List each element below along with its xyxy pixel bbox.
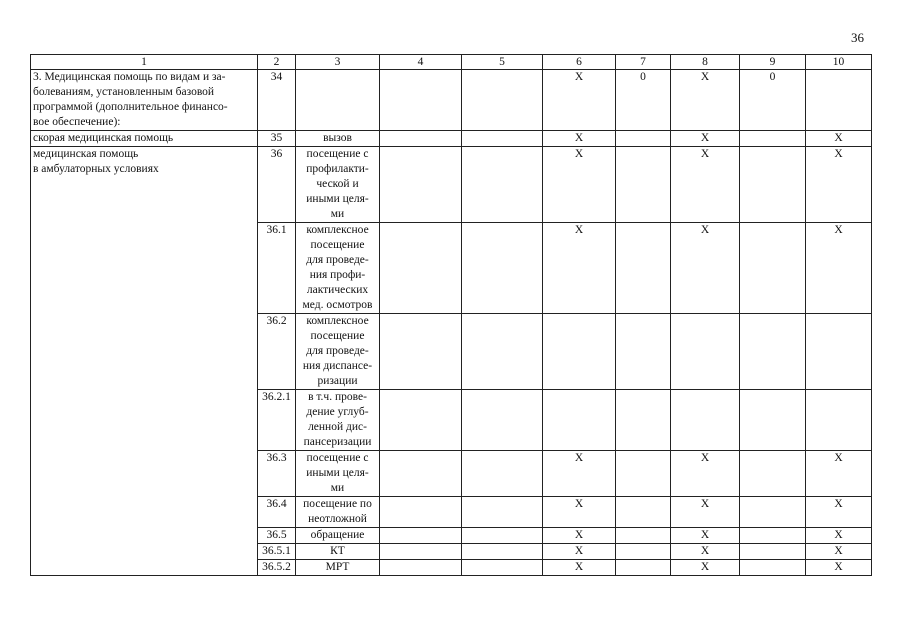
value-cell xyxy=(740,147,806,223)
value-cell: X xyxy=(543,147,616,223)
value-cell xyxy=(806,70,872,131)
row-number-cell: 36.3 xyxy=(258,451,296,497)
value-cell: X xyxy=(671,451,740,497)
value-cell xyxy=(671,314,740,390)
column-header: 10 xyxy=(806,55,872,70)
value-cell xyxy=(462,314,543,390)
row-number-cell: 36 xyxy=(258,147,296,223)
value-cell xyxy=(616,497,671,528)
value-cell: X xyxy=(543,497,616,528)
value-cell: X xyxy=(806,147,872,223)
value-cell: X xyxy=(543,223,616,314)
unit-cell: посещение по неотложной xyxy=(296,497,380,528)
value-cell xyxy=(740,314,806,390)
unit-cell: вызов xyxy=(296,131,380,147)
value-cell xyxy=(380,390,462,451)
unit-cell: комплексное посещение для проведе- ния диспансе- ризации xyxy=(296,314,380,390)
row-number-cell: 36.4 xyxy=(258,497,296,528)
row-number-cell: 36.2 xyxy=(258,314,296,390)
value-cell xyxy=(543,390,616,451)
value-cell: X xyxy=(671,147,740,223)
value-cell xyxy=(462,390,543,451)
value-cell xyxy=(806,314,872,390)
table-row xyxy=(31,131,872,147)
row-number-cell: 36.5 xyxy=(258,528,296,544)
row-number-cell: 36.1 xyxy=(258,223,296,314)
page-number: 36 xyxy=(851,30,864,45)
value-cell: X xyxy=(806,560,872,576)
unit-cell: посещение с иными целя- ми xyxy=(296,451,380,497)
table-row xyxy=(31,147,872,223)
value-cell xyxy=(462,131,543,147)
value-cell: X xyxy=(806,497,872,528)
data-table xyxy=(30,54,872,576)
value-cell: X xyxy=(543,528,616,544)
value-cell: X xyxy=(671,223,740,314)
unit-cell: посещение с профилакти- ческой и иными целя- ми xyxy=(296,147,380,223)
row-number-cell: 36.5.1 xyxy=(258,544,296,560)
column-header: 8 xyxy=(671,55,740,70)
value-cell xyxy=(616,390,671,451)
column-header: 7 xyxy=(616,55,671,70)
row-label-cell: скорая медицинская помощь xyxy=(31,131,258,147)
header-row xyxy=(31,55,872,70)
value-cell: X xyxy=(671,560,740,576)
value-cell: X xyxy=(671,131,740,147)
unit-cell: МРТ xyxy=(296,560,380,576)
value-cell xyxy=(380,528,462,544)
value-cell xyxy=(380,70,462,131)
column-header: 3 xyxy=(296,55,380,70)
value-cell: X xyxy=(806,131,872,147)
column-header: 9 xyxy=(740,55,806,70)
unit-cell xyxy=(296,70,380,131)
value-cell xyxy=(543,314,616,390)
value-cell xyxy=(380,314,462,390)
value-cell xyxy=(740,223,806,314)
value-cell xyxy=(462,147,543,223)
value-cell: 0 xyxy=(740,70,806,131)
value-cell xyxy=(616,528,671,544)
value-cell xyxy=(616,451,671,497)
value-cell xyxy=(462,544,543,560)
value-cell: 0 xyxy=(616,70,671,131)
unit-cell: комплексное посещение для проведе- ния профи- лактических мед. осмотров xyxy=(296,223,380,314)
value-cell: X xyxy=(543,451,616,497)
value-cell xyxy=(380,497,462,528)
column-header: 4 xyxy=(380,55,462,70)
value-cell xyxy=(380,131,462,147)
value-cell xyxy=(616,147,671,223)
value-cell xyxy=(671,390,740,451)
value-cell xyxy=(380,147,462,223)
value-cell xyxy=(740,528,806,544)
value-cell xyxy=(380,223,462,314)
value-cell: X xyxy=(806,544,872,560)
row-label-cell: медицинская помощь в амбулаторных условиях xyxy=(31,147,258,576)
row-label-cell: 3. Медицинская помощь по видам и за- болеваниям, установленным базовой программой (дополнительное финансо- вое обеспечение): xyxy=(31,70,258,131)
value-cell xyxy=(462,497,543,528)
row-number-cell: 36.2.1 xyxy=(258,390,296,451)
value-cell xyxy=(740,451,806,497)
value-cell xyxy=(740,390,806,451)
value-cell xyxy=(740,497,806,528)
value-cell: X xyxy=(543,131,616,147)
column-header: 1 xyxy=(31,55,258,70)
value-cell xyxy=(616,314,671,390)
column-header: 6 xyxy=(543,55,616,70)
value-cell xyxy=(462,223,543,314)
value-cell: X xyxy=(671,544,740,560)
value-cell xyxy=(380,451,462,497)
value-cell xyxy=(462,70,543,131)
value-cell xyxy=(462,451,543,497)
value-cell: X xyxy=(806,528,872,544)
value-cell xyxy=(380,544,462,560)
column-header: 5 xyxy=(462,55,543,70)
unit-cell: КТ xyxy=(296,544,380,560)
value-cell xyxy=(740,131,806,147)
value-cell: X xyxy=(806,451,872,497)
value-cell: X xyxy=(671,497,740,528)
value-cell: X xyxy=(543,70,616,131)
value-cell xyxy=(616,223,671,314)
value-cell xyxy=(462,560,543,576)
row-number-cell: 34 xyxy=(258,70,296,131)
unit-cell: обращение xyxy=(296,528,380,544)
unit-cell: в т.ч. прове- дение углуб- ленной дис- пансеризации xyxy=(296,390,380,451)
value-cell: X xyxy=(543,560,616,576)
value-cell xyxy=(740,544,806,560)
row-number-cell: 35 xyxy=(258,131,296,147)
value-cell xyxy=(380,560,462,576)
value-cell: X xyxy=(671,528,740,544)
row-number-cell: 36.5.2 xyxy=(258,560,296,576)
table-row xyxy=(31,70,872,131)
value-cell xyxy=(616,131,671,147)
value-cell xyxy=(616,544,671,560)
value-cell xyxy=(462,528,543,544)
value-cell: X xyxy=(671,70,740,131)
column-header: 2 xyxy=(258,55,296,70)
value-cell: X xyxy=(543,544,616,560)
value-cell: X xyxy=(806,223,872,314)
value-cell xyxy=(616,560,671,576)
value-cell xyxy=(740,560,806,576)
value-cell xyxy=(806,390,872,451)
